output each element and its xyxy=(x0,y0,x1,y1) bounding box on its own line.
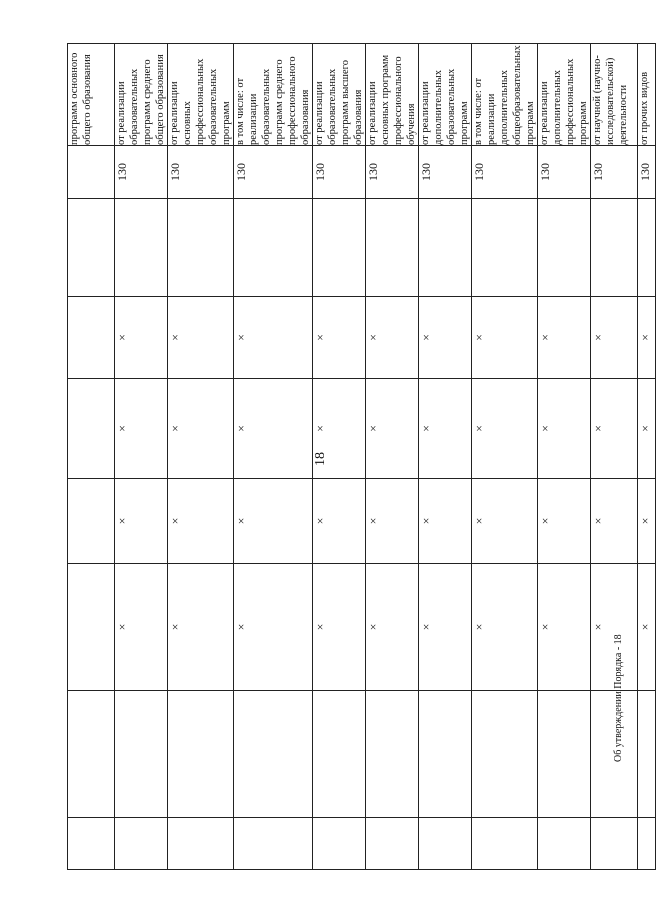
row-label: от реализации основных профессиональных образовательных программ xyxy=(168,44,234,146)
row-label: от реализации дополнительных образовательных программ xyxy=(419,44,472,146)
footer-note: Об утверждении Порядка - 18 xyxy=(613,634,624,762)
mark-cell: × xyxy=(591,564,638,691)
mark-cell xyxy=(313,818,366,870)
mark-cell: × xyxy=(366,297,419,379)
table-row xyxy=(313,44,366,870)
mark-cell: × xyxy=(366,564,419,691)
code-cell: 130 xyxy=(591,146,638,199)
mark-cell: × xyxy=(638,479,656,564)
mark-cell xyxy=(419,691,472,818)
mark-cell xyxy=(313,199,366,297)
table-row xyxy=(234,44,313,870)
mark-cell: × xyxy=(638,379,656,479)
code-cell: 130 xyxy=(472,146,538,199)
mark-cell xyxy=(638,199,656,297)
mark-cell xyxy=(68,564,115,691)
mark-cell xyxy=(538,818,591,870)
mark-cell: × xyxy=(313,379,366,479)
page-number: 18 xyxy=(313,452,328,466)
mark-cell xyxy=(472,199,538,297)
mark-cell: × xyxy=(472,479,538,564)
mark-cell: × xyxy=(419,297,472,379)
mark-cell: × xyxy=(115,564,168,691)
mark-cell xyxy=(168,818,234,870)
mark-cell: × xyxy=(419,564,472,691)
mark-cell: × xyxy=(234,564,313,691)
mark-cell: × xyxy=(638,564,656,691)
table-body xyxy=(68,44,656,870)
code-cell: 130 xyxy=(313,146,366,199)
row-label: от научной (научно-исследовательской) деятельности xyxy=(591,44,638,146)
mark-cell xyxy=(234,199,313,297)
mark-cell xyxy=(168,691,234,818)
code-cell: 130 xyxy=(168,146,234,199)
mark-cell xyxy=(115,818,168,870)
mark-cell: × xyxy=(419,479,472,564)
mark-cell: × xyxy=(538,479,591,564)
mark-cell xyxy=(591,199,638,297)
mark-cell: × xyxy=(638,297,656,379)
mark-cell xyxy=(68,297,115,379)
table-row xyxy=(538,44,591,870)
row-label: от реализации основных программ профессионального обучения xyxy=(366,44,419,146)
mark-cell xyxy=(115,199,168,297)
mark-cell: × xyxy=(313,297,366,379)
mark-cell: × xyxy=(538,297,591,379)
income-table xyxy=(67,43,656,870)
table-row xyxy=(472,44,538,870)
code-cell: 130 xyxy=(115,146,168,199)
row-label: от прочих видов xyxy=(638,44,656,146)
mark-cell: × xyxy=(168,379,234,479)
mark-cell: × xyxy=(115,479,168,564)
mark-cell xyxy=(68,479,115,564)
row-label: в том числе: от реализации дополнительных общеобразовательных программ xyxy=(473,45,536,145)
mark-cell xyxy=(68,199,115,297)
row-label: программ основного общего образования xyxy=(68,44,115,146)
table-row xyxy=(366,44,419,870)
code-cell: 130 xyxy=(419,146,472,199)
row-label: в том числе: от реализации образовательных программ среднего профессионального образования xyxy=(234,44,313,146)
row-label: от реализации образовательных программ среднего общего образования xyxy=(115,44,168,146)
mark-cell xyxy=(313,691,366,818)
mark-cell: × xyxy=(234,379,313,479)
mark-cell xyxy=(538,691,591,818)
mark-cell: × xyxy=(366,479,419,564)
code-cell: 130 xyxy=(538,146,591,199)
mark-cell: × xyxy=(313,564,366,691)
table-row xyxy=(68,44,115,870)
table-row xyxy=(638,44,656,870)
mark-cell: × xyxy=(591,479,638,564)
mark-cell: × xyxy=(419,379,472,479)
mark-cell xyxy=(115,691,168,818)
mark-cell xyxy=(68,818,115,870)
mark-cell: × xyxy=(472,297,538,379)
mark-cell xyxy=(538,199,591,297)
mark-cell: × xyxy=(115,379,168,479)
table-row xyxy=(168,44,234,870)
mark-cell: × xyxy=(115,297,168,379)
code-cell: 130 xyxy=(234,146,313,199)
mark-cell xyxy=(168,199,234,297)
mark-cell: × xyxy=(591,297,638,379)
mark-cell: × xyxy=(168,564,234,691)
mark-cell: × xyxy=(168,479,234,564)
mark-cell: × xyxy=(472,379,538,479)
mark-cell xyxy=(472,691,538,818)
mark-cell: × xyxy=(472,564,538,691)
mark-cell xyxy=(591,818,638,870)
mark-cell: × xyxy=(234,479,313,564)
table-row xyxy=(115,44,168,870)
mark-cell: × xyxy=(591,379,638,479)
mark-cell xyxy=(419,818,472,870)
code-cell: 130 xyxy=(366,146,419,199)
mark-cell xyxy=(366,818,419,870)
row-label: от реализации образовательных программ высшего образования xyxy=(313,44,366,146)
mark-cell: × xyxy=(538,564,591,691)
mark-cell xyxy=(366,691,419,818)
mark-cell xyxy=(419,199,472,297)
mark-cell: × xyxy=(366,379,419,479)
mark-cell xyxy=(638,818,656,870)
mark-cell xyxy=(68,691,115,818)
mark-cell: × xyxy=(313,479,366,564)
mark-cell xyxy=(366,199,419,297)
mark-cell xyxy=(234,691,313,818)
code-cell: 130 xyxy=(638,146,656,199)
code-cell xyxy=(68,146,115,199)
mark-cell: × xyxy=(234,297,313,379)
mark-cell: × xyxy=(538,379,591,479)
table-row xyxy=(419,44,472,870)
mark-cell xyxy=(68,379,115,479)
mark-cell xyxy=(638,691,656,818)
mark-cell xyxy=(234,818,313,870)
mark-cell xyxy=(472,818,538,870)
row-label: от реализации дополнительных профессиональных программ xyxy=(538,44,591,146)
mark-cell: × xyxy=(168,297,234,379)
